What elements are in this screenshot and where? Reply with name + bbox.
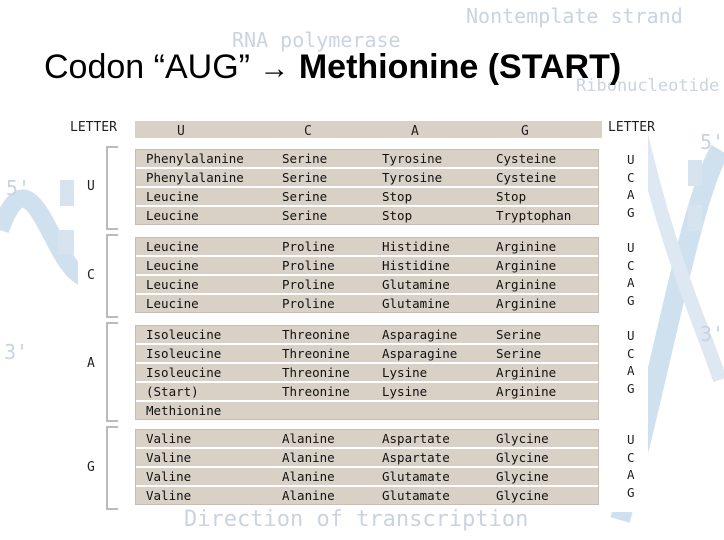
table-cell: Leucine xyxy=(146,208,199,223)
table-cell: Glutamine xyxy=(382,296,450,311)
codon-block-a xyxy=(135,325,599,420)
table-cell: Phenylalanine xyxy=(146,151,244,166)
three-prime-label: 3' xyxy=(4,340,29,364)
table-cell: Lysine xyxy=(382,365,428,380)
third-letter: C xyxy=(627,345,635,361)
table-cell: Glycine xyxy=(496,431,549,446)
table-cell: Asparagine xyxy=(382,346,458,361)
block-bracket xyxy=(106,146,118,230)
block-bracket xyxy=(106,426,118,510)
nontemplate-strand-label: Nontemplate strand xyxy=(466,4,683,28)
five-prime-label-right: 5' xyxy=(700,130,724,154)
table-cell: Proline xyxy=(282,277,335,292)
third-letter: A xyxy=(627,187,635,202)
table-cell: Serine xyxy=(282,170,328,185)
third-letter: G xyxy=(627,380,635,396)
table-row xyxy=(136,430,598,449)
table-cell: Aspartate xyxy=(382,431,450,446)
table-cell: Alanine xyxy=(282,469,335,484)
table-cell: Valine xyxy=(146,469,192,484)
table-cell: (Start) xyxy=(146,384,199,399)
first-letter-c: C xyxy=(87,268,95,283)
table-cell: Leucine xyxy=(146,258,199,273)
second-letter-a: A xyxy=(411,124,419,139)
table-cell: Aspartate xyxy=(382,450,450,465)
table-cell: Proline xyxy=(282,296,335,311)
table-cell: Tyrosine xyxy=(382,151,443,166)
third-letter: U xyxy=(627,432,635,447)
table-row xyxy=(136,150,598,169)
table-cell: Leucine xyxy=(146,296,199,311)
table-cell: Arginine xyxy=(496,258,557,273)
table-cell: Alanine xyxy=(282,488,335,503)
first-letter-a: A xyxy=(87,356,95,371)
third-letter: U xyxy=(627,152,635,167)
table-row-start xyxy=(136,383,598,402)
table-cell: Cysteine xyxy=(496,151,557,166)
table-cell: Serine xyxy=(496,327,542,342)
table-cell: Leucine xyxy=(146,189,199,204)
third-letter: C xyxy=(627,257,635,273)
table-cell: Serine xyxy=(282,151,328,166)
third-letters-c xyxy=(627,239,635,309)
table-cell: Stop xyxy=(496,189,527,204)
table-row xyxy=(136,238,598,257)
table-cell: Histidine xyxy=(382,239,450,254)
table-cell: Serine xyxy=(282,208,328,223)
table-row xyxy=(136,345,598,364)
table-cell: Alanine xyxy=(282,450,335,465)
table-cell: Leucine xyxy=(146,239,199,254)
table-row xyxy=(136,295,598,312)
table-cell: Glycine xyxy=(496,450,549,465)
table-cell: Isoleucine xyxy=(146,327,222,342)
block-bracket xyxy=(106,322,118,422)
table-cell: Glutamine xyxy=(382,277,450,292)
table-cell: Valine xyxy=(146,450,192,465)
table-cell: Threonine xyxy=(282,327,350,342)
table-cell: Tyrosine xyxy=(382,170,443,185)
table-row xyxy=(136,169,598,188)
table-cell: Serine xyxy=(282,189,328,204)
table-cell: Glutamate xyxy=(382,469,450,484)
table-cell: Valine xyxy=(146,431,192,446)
table-cell: Threonine xyxy=(282,384,350,399)
third-letter-header: LETTER xyxy=(608,120,655,135)
codon-table xyxy=(70,116,655,512)
table-cell: Arginine xyxy=(496,239,557,254)
third-letter: U xyxy=(627,328,635,343)
codon-block-c xyxy=(135,237,599,313)
table-row xyxy=(136,188,598,207)
table-cell: Serine xyxy=(496,346,542,361)
table-cell: Stop xyxy=(382,189,413,204)
table-cell: Arginine xyxy=(496,277,557,292)
table-row xyxy=(136,487,598,504)
slide-title xyxy=(44,48,621,87)
table-row xyxy=(136,468,598,487)
table-cell: Alanine xyxy=(282,431,335,446)
third-letter: C xyxy=(627,169,635,185)
title-prefix: Codon “AUG” xyxy=(44,48,260,86)
second-letter-u: U xyxy=(177,124,185,139)
first-letter-header: LETTER xyxy=(70,120,117,135)
table-cell: Arginine xyxy=(496,296,557,311)
table-cell: Leucine xyxy=(146,277,199,292)
table-cell: Arginine xyxy=(496,384,557,399)
third-letter: A xyxy=(627,363,635,378)
table-cell: Methionine xyxy=(146,403,222,418)
second-letter-header-bar xyxy=(135,121,602,138)
table-cell: Glycine xyxy=(496,488,549,503)
rna-polymerase-label: RNA polymerase xyxy=(232,28,401,52)
table-cell: Histidine xyxy=(382,258,450,273)
third-letter: G xyxy=(627,292,635,308)
codon-block-g xyxy=(135,429,599,505)
table-row xyxy=(136,207,598,224)
table-row xyxy=(136,449,598,468)
third-letter: A xyxy=(627,467,635,482)
title-suffix: Methionine (START) xyxy=(289,48,622,86)
table-cell: Glutamate xyxy=(382,488,450,503)
table-row-methionine xyxy=(136,402,598,419)
first-letter-u: U xyxy=(87,179,95,194)
table-row xyxy=(136,326,598,345)
table-cell: Glycine xyxy=(496,469,549,484)
table-cell: Lysine xyxy=(382,384,428,399)
block-bracket xyxy=(106,234,118,318)
table-cell: Tryptophan xyxy=(496,208,572,223)
third-letters-a xyxy=(627,327,635,397)
table-cell: Threonine xyxy=(282,346,350,361)
table-cell: Proline xyxy=(282,258,335,273)
third-letter: G xyxy=(627,204,635,220)
table-row xyxy=(136,276,598,295)
codon-block-u xyxy=(135,149,599,225)
table-cell: Isoleucine xyxy=(146,365,222,380)
direction-of-transcription-label: Direction of transcription xyxy=(184,507,529,532)
third-letters-g xyxy=(627,431,635,501)
second-letter-c: C xyxy=(304,124,312,139)
third-letter: A xyxy=(627,275,635,290)
ribonucleotide-label: Ribonucleotide xyxy=(576,76,720,96)
table-cell: Asparagine xyxy=(382,327,458,342)
table-cell: Phenylalanine xyxy=(146,170,244,185)
five-prime-label: 5' xyxy=(6,176,31,200)
table-cell: Proline xyxy=(282,239,335,254)
third-letters-u xyxy=(627,151,635,221)
table-cell: Isoleucine xyxy=(146,346,222,361)
third-letter: U xyxy=(627,240,635,255)
three-prime-label-right: 3' xyxy=(700,322,724,346)
table-cell: Arginine xyxy=(496,365,557,380)
third-letter: G xyxy=(627,484,635,500)
table-cell: Valine xyxy=(146,488,192,503)
table-cell: Threonine xyxy=(282,365,350,380)
table-row xyxy=(136,364,598,383)
right-arrow-icon: → xyxy=(259,52,290,85)
third-letter: C xyxy=(627,449,635,465)
second-letter-g: G xyxy=(521,124,529,139)
table-cell: Cysteine xyxy=(496,170,557,185)
first-letter-g: G xyxy=(87,460,95,475)
table-row xyxy=(136,257,598,276)
table-cell: Stop xyxy=(382,208,413,223)
